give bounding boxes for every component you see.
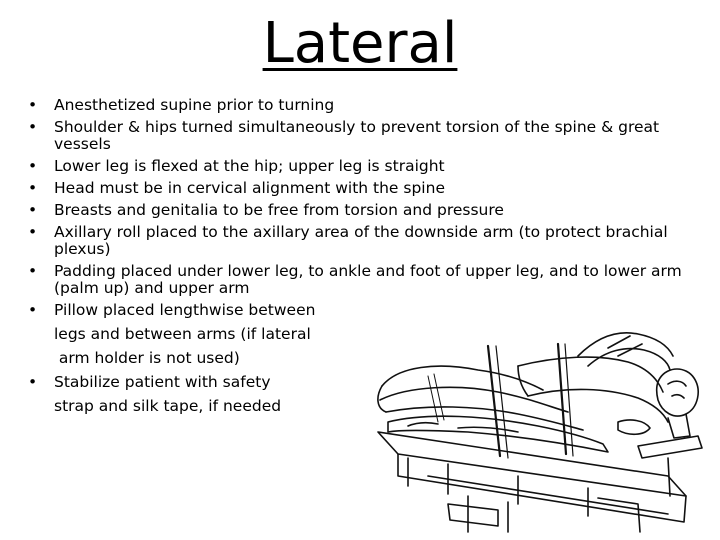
bullet-marker: •: [28, 157, 38, 175]
bullet-text: Shoulder & hips turned simultaneously to prevent torsion of the spine & great vessels: [54, 118, 660, 153]
bullet-item: [22, 302, 702, 319]
bullet-text: Axillary roll placed to the axillary area of the downside arm (to protect brachial plexus): [54, 223, 668, 258]
bullet-text: strap and silk tape, if needed: [54, 397, 282, 415]
lateral-position-illustration: [368, 326, 708, 536]
bullet-marker: •: [28, 179, 38, 197]
bullet-text: legs and between arms (if lateral: [54, 325, 311, 343]
bullet-text: Pillow placed lengthwise between: [54, 301, 316, 319]
bullet-text: Breasts and genitalia to be free from torsion and pressure: [54, 201, 504, 219]
bullet-item: [22, 224, 702, 258]
bullet-text: Lower leg is flexed at the hip; upper leg is straight: [54, 157, 445, 175]
bullet-item: [22, 180, 702, 197]
bullet-text: arm holder is not used): [54, 349, 240, 367]
bullet-item: [22, 158, 702, 175]
slide-title: Lateral: [262, 11, 458, 76]
bullet-marker: •: [28, 301, 38, 319]
bullet-marker: •: [28, 373, 38, 391]
bullet-text: Padding placed under lower leg, to ankle and foot of upper leg, and to lower arm (palm up) and upper arm: [54, 262, 682, 297]
bullet-marker: •: [28, 223, 38, 241]
bullet-text: Head must be in cervical alignment with the spine: [54, 179, 445, 197]
bullet-item: [22, 97, 702, 114]
bullet-text: Anesthetized supine prior to turning: [54, 96, 335, 114]
bullet-item: [22, 263, 702, 297]
bullet-marker: •: [28, 96, 38, 114]
bullet-marker: •: [28, 201, 38, 219]
bullet-text: Stabilize patient with safety: [54, 373, 271, 391]
bullet-item: [22, 202, 702, 219]
bullet-marker: •: [28, 118, 38, 136]
bullet-marker: •: [28, 262, 38, 280]
bullet-item: [22, 119, 702, 153]
